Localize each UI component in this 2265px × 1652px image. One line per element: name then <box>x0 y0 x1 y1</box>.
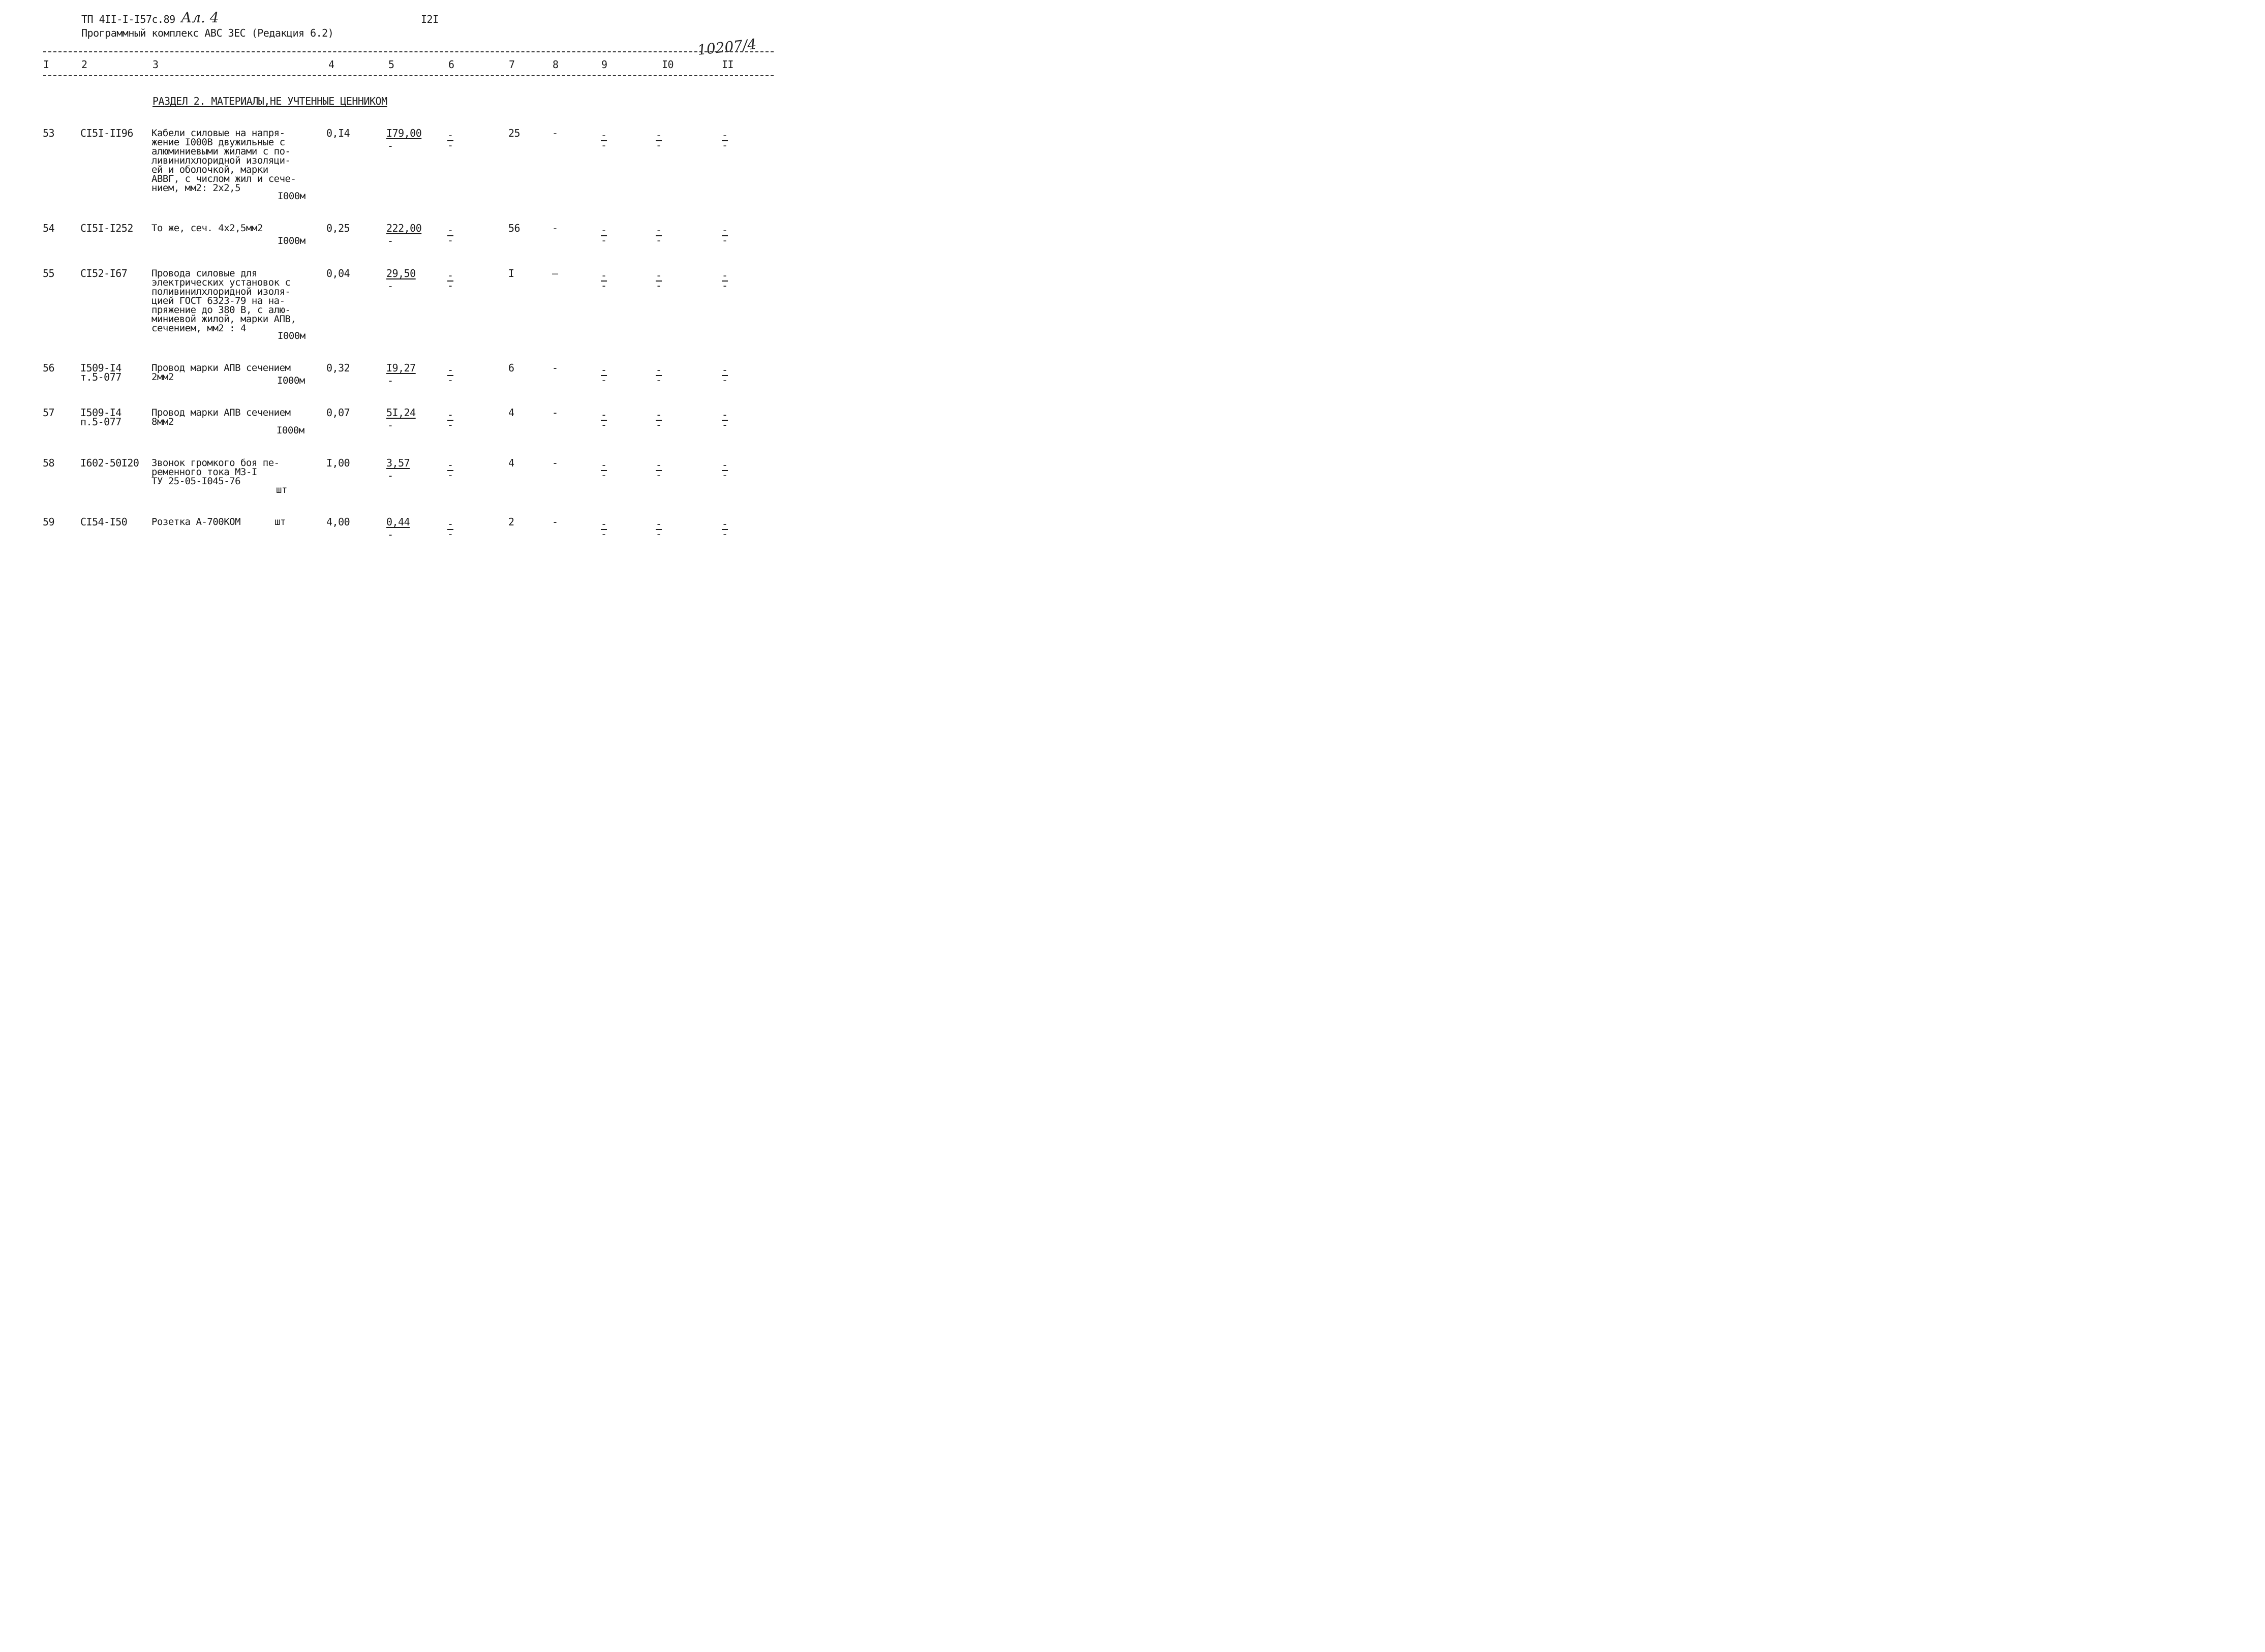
row-unit-price: 5I,24 <box>386 407 416 419</box>
col-10-header: I0 <box>662 58 674 71</box>
dash-mark: - <box>387 419 394 431</box>
dash-mark: - <box>722 374 728 386</box>
dash-mark: - <box>722 224 728 236</box>
dash-mark: - <box>722 518 728 530</box>
section-title: РАЗДЕЛ 2. МАТЕРИАЛЫ,НЕ УЧТЕННЫЕ ЦЕННИКОМ <box>152 95 387 107</box>
dash-mark: - <box>601 139 607 151</box>
row-quantity: 4,00 <box>326 516 350 528</box>
dash-mark: - <box>656 469 662 481</box>
row-col8-value: - <box>552 127 558 139</box>
dash-mark: - <box>447 459 454 471</box>
row-code: I509-I4 п.5-077 <box>80 407 121 428</box>
dash-mark: - <box>722 269 728 282</box>
dash-mark: - <box>601 374 607 386</box>
row-code: CI5I-I252 <box>80 222 133 234</box>
row-description: Розетка А-700КОМ <box>151 516 241 527</box>
col-6-header: 6 <box>448 58 454 71</box>
row-unit-price: 29,50 <box>386 267 416 279</box>
row-unit: I000м <box>277 375 305 386</box>
handwritten-inventory-number: 10207/4 <box>696 36 757 58</box>
row-unit: I000м <box>277 425 304 436</box>
row-number: 59 <box>43 516 55 528</box>
row-col8-value: - <box>552 457 558 469</box>
row-unit-price: I79,00 <box>386 127 422 139</box>
row-description: Кабели силовые на напря- жение I000В двужильные с алюминиевыми жилами с по- ливинилхлоридной изоляци- ей и оболочкой, марки АВВГ, с числом жил и сече- нием, мм2: 2х2,5 <box>151 128 296 194</box>
dash-mark: - <box>601 279 607 292</box>
row-col7-value: 4 <box>508 407 514 419</box>
col-8-header: 8 <box>553 58 559 71</box>
page-number: I2I <box>421 13 439 25</box>
dash-mark: - <box>656 518 662 530</box>
document-code: ТП 4II-I-I57с.89 <box>81 13 175 25</box>
row-col7-value: 56 <box>508 222 521 234</box>
dash-mark: - <box>387 235 394 247</box>
row-code: I509-I4 т.5-077 <box>80 362 121 383</box>
dash-mark: - <box>722 234 728 246</box>
row-unit-price: 0,44 <box>386 516 410 528</box>
row-unit: I000м <box>278 330 305 341</box>
dash-mark: - <box>601 224 607 236</box>
row-col7-value: 6 <box>508 362 514 374</box>
row-unit: шт <box>276 484 287 495</box>
col-3-header: 3 <box>152 58 159 71</box>
row-code: CI54-I50 <box>80 516 128 528</box>
dash-mark: - <box>656 234 662 246</box>
program-caption: Программный комплекс АВС ЗЕС (Редакция 6.2) <box>81 27 334 39</box>
row-col8-value: - <box>552 516 558 528</box>
dash-mark: - <box>601 234 607 246</box>
col-1-header: I <box>43 58 49 71</box>
handwritten-sheet-note: Ал. 4 <box>181 9 219 26</box>
row-number: 58 <box>43 457 55 469</box>
row-number: 57 <box>43 407 55 419</box>
dash-mark: - <box>601 129 607 141</box>
dash-mark: - <box>447 224 454 236</box>
row-col8-value: - <box>552 222 558 234</box>
row-code: CI5I-II96 <box>80 127 133 139</box>
col-4-header: 4 <box>328 58 334 71</box>
row-unit-price: 222,00 <box>386 222 422 234</box>
row-unit-price: 3,57 <box>386 457 410 469</box>
dash-mark: - <box>447 528 454 540</box>
row-number: 54 <box>43 222 55 234</box>
row-quantity: 0,32 <box>326 362 350 374</box>
row-unit: I000м <box>278 235 305 246</box>
dash-mark: - <box>656 528 662 540</box>
dash-mark: - <box>387 375 394 387</box>
row-quantity: 0,I4 <box>326 127 350 139</box>
dash-mark: - <box>601 518 607 530</box>
header-rule-top <box>43 51 774 52</box>
dash-mark: - <box>656 374 662 386</box>
dash-mark: - <box>722 139 728 151</box>
dash-mark: - <box>447 279 454 292</box>
row-col8-value: - <box>552 407 558 419</box>
dash-mark: - <box>387 280 394 292</box>
row-quantity: 0,07 <box>326 407 350 419</box>
row-number: 55 <box>43 267 55 279</box>
dash-mark: - <box>447 409 454 421</box>
dash-mark: - <box>656 269 662 282</box>
dash-mark: - <box>387 470 394 482</box>
dash-mark: - <box>601 419 607 431</box>
dash-mark: - <box>601 528 607 540</box>
dash-mark: - <box>656 409 662 421</box>
dash-mark: - <box>656 459 662 471</box>
dash-mark: - <box>601 269 607 282</box>
dash-mark: - <box>447 419 454 431</box>
dash-mark: - <box>447 129 454 141</box>
row-description: Звонок громкого боя пе- ременного тока МЗ-I ТУ 25-05-I045-76 <box>151 457 280 487</box>
dash-mark: - <box>601 364 607 376</box>
dash-mark: - <box>722 129 728 141</box>
dash-mark: - <box>722 279 728 292</box>
col-11-header: II <box>722 58 734 71</box>
dash-mark: - <box>722 364 728 376</box>
dash-mark: - <box>447 234 454 246</box>
row-col7-value: I <box>508 267 514 279</box>
dash-mark: - <box>656 419 662 431</box>
dash-mark: - <box>656 364 662 376</box>
row-description: Провод марки АПВ сечением 8мм2 <box>151 407 291 427</box>
row-description: Провода силовые для электрических установок с поливинилхлоридной изоля- цией ГОСТ 6323-79 на на- пряжение до 380 В, с алю- миниевой жилой, марки АПВ, сечением, мм2 : 4 <box>151 268 296 334</box>
row-unit: I000м <box>278 191 305 202</box>
row-col7-value: 4 <box>508 457 514 469</box>
row-description: Провод марки АПВ сечением 2мм2 <box>151 362 291 383</box>
col-9-header: 9 <box>601 58 607 71</box>
row-description: То же, сеч. 4х2,5мм2 <box>151 223 263 234</box>
dash-mark: - <box>656 224 662 236</box>
dash-mark: - <box>447 469 454 481</box>
dash-mark: - <box>722 419 728 431</box>
dash-mark: - <box>601 469 607 481</box>
dash-mark: - <box>656 129 662 141</box>
row-unit: шт <box>274 516 286 527</box>
row-unit-price: I9,27 <box>386 362 416 374</box>
dash-mark: - <box>447 374 454 386</box>
row-col8-value: — <box>552 267 558 279</box>
row-quantity: 0,25 <box>326 222 350 234</box>
dash-mark: - <box>601 409 607 421</box>
dash-mark: - <box>656 139 662 151</box>
dash-mark: - <box>722 459 728 471</box>
row-code: I602-50I20 <box>80 457 139 469</box>
dash-mark: - <box>387 140 394 152</box>
header-rule-bottom <box>43 75 774 76</box>
dash-mark: - <box>387 528 394 541</box>
row-code: CI52-I67 <box>80 267 128 279</box>
row-col7-value: 2 <box>508 516 514 528</box>
row-col7-value: 25 <box>508 127 521 139</box>
row-quantity: 0,04 <box>326 267 350 279</box>
row-number: 56 <box>43 362 55 374</box>
dash-mark: - <box>447 269 454 282</box>
col-7-header: 7 <box>509 58 515 71</box>
dash-mark: - <box>447 518 454 530</box>
dash-mark: - <box>447 364 454 376</box>
row-number: 53 <box>43 127 55 139</box>
dash-mark: - <box>656 279 662 292</box>
dash-mark: - <box>722 469 728 481</box>
col-2-header: 2 <box>81 58 87 71</box>
row-quantity: I,00 <box>326 457 350 469</box>
dash-mark: - <box>722 528 728 540</box>
dash-mark: - <box>722 409 728 421</box>
dash-mark: - <box>447 139 454 151</box>
dash-mark: - <box>601 459 607 471</box>
row-col8-value: - <box>552 362 558 374</box>
col-5-header: 5 <box>388 58 394 71</box>
